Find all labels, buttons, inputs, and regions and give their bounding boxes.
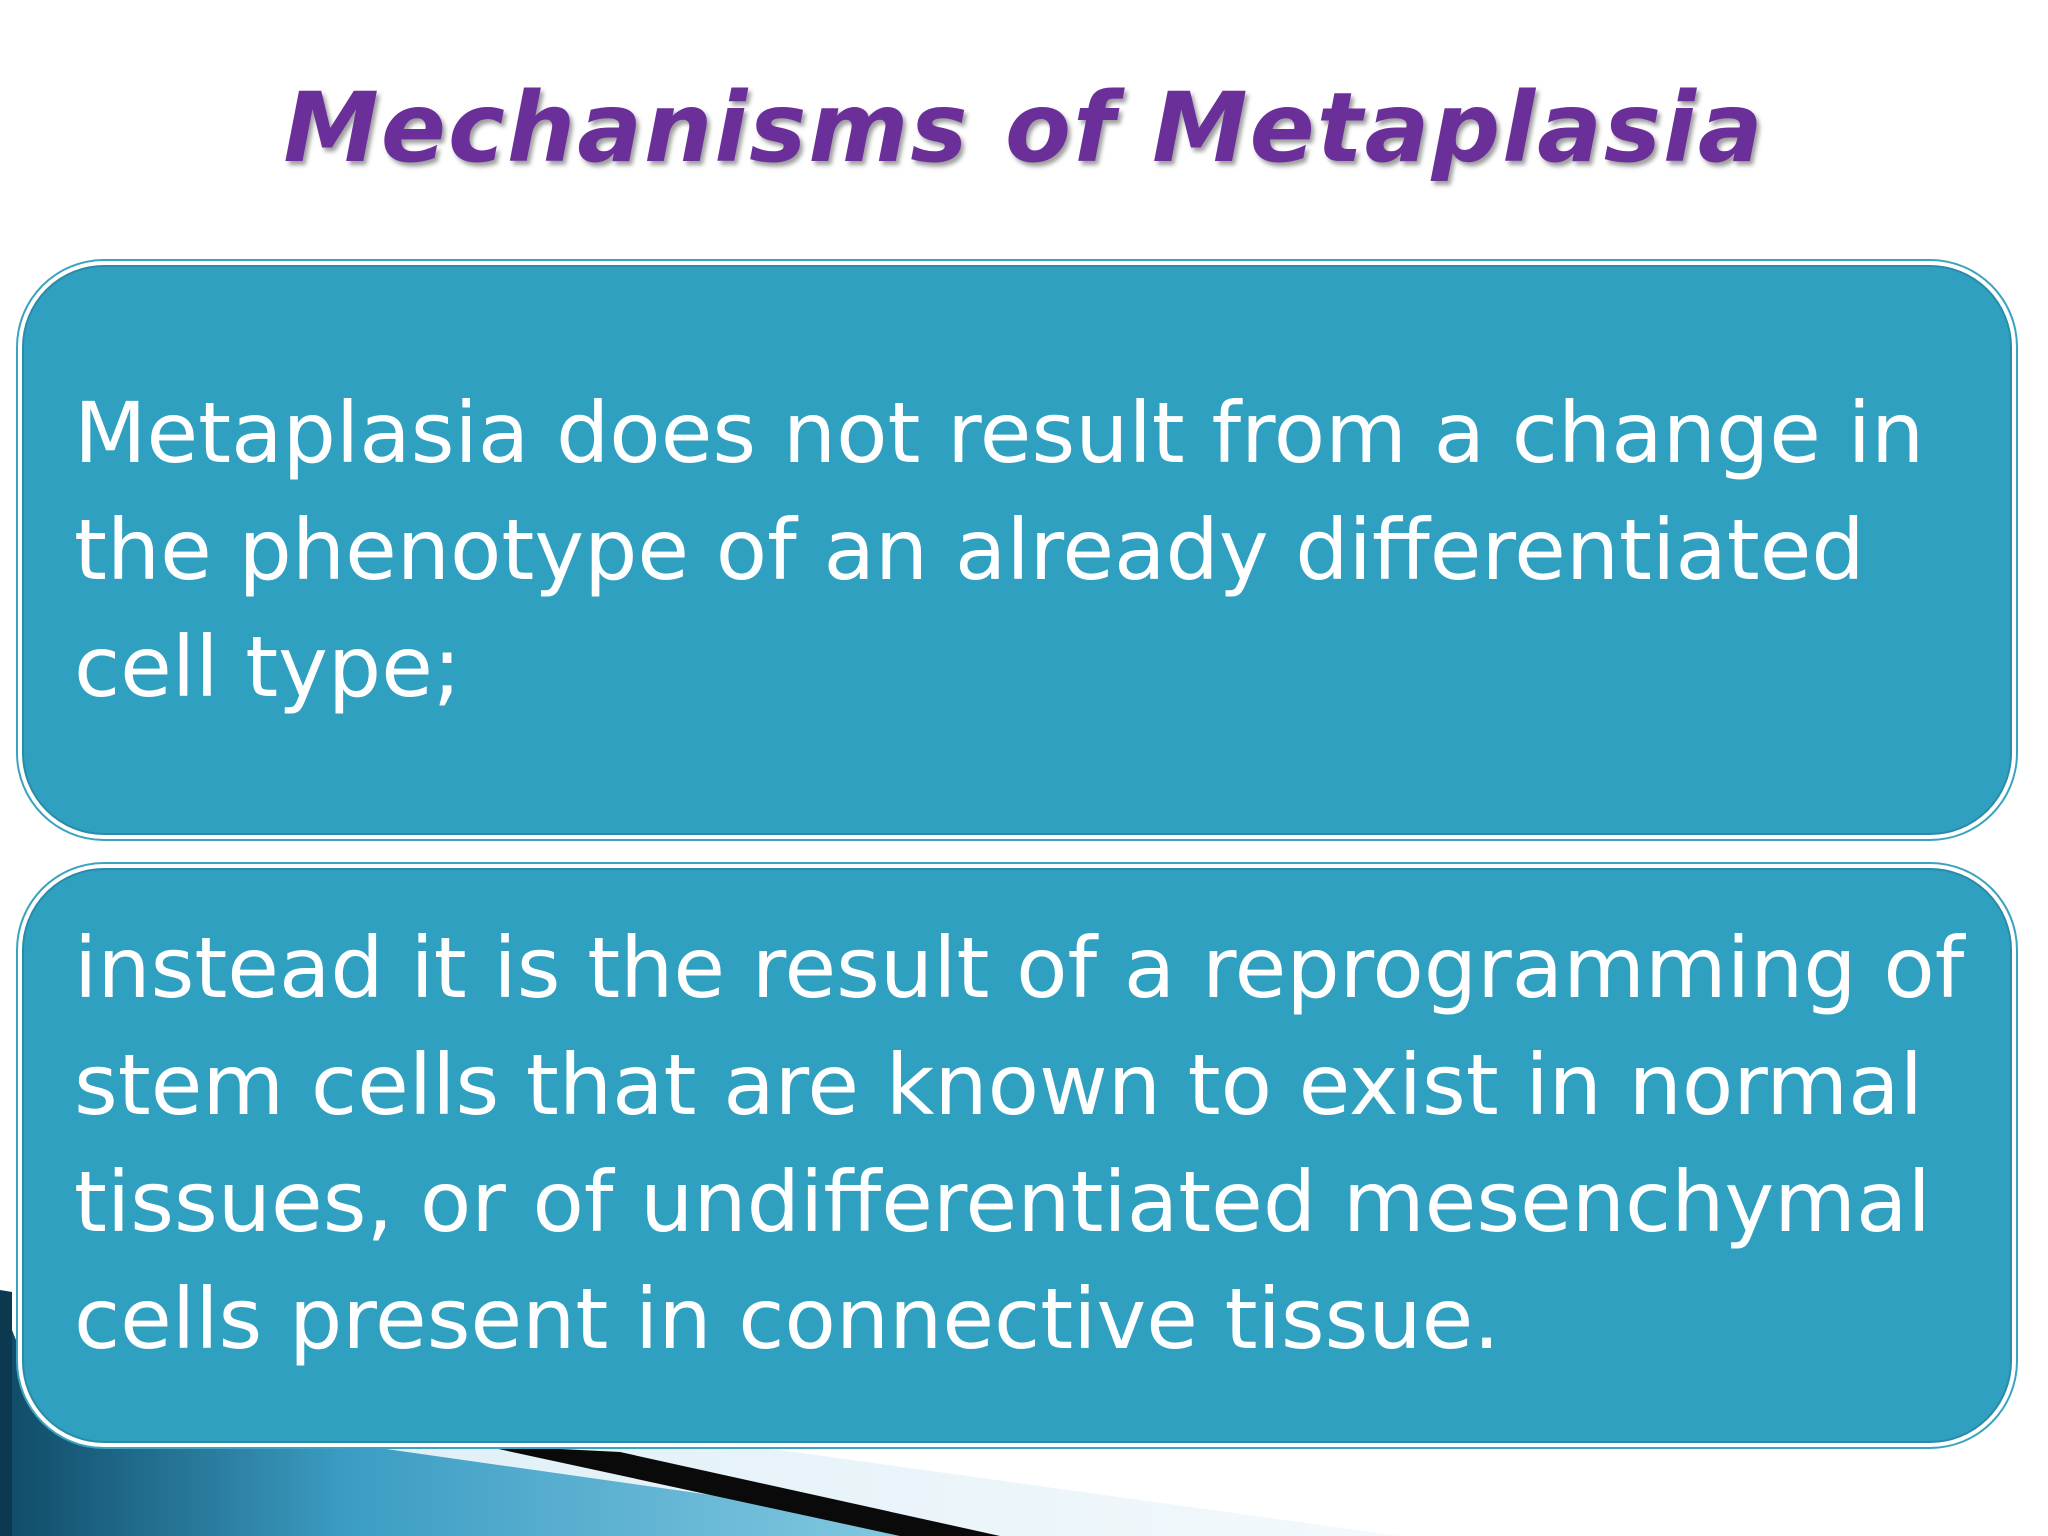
corner-left-edge (0, 1290, 12, 1536)
text-box-1 (22, 265, 2012, 835)
text-box-1-content: Metaplasia does not result from a change in the phenotype of an already differentiated cell type; (74, 384, 1925, 716)
slide-title: Mechanisms of Metaplasia (283, 72, 1765, 184)
text-box-2 (22, 868, 2012, 1443)
text-box-2-content: instead it is the result of a reprogramming of stem cells that are known to exist in normal tissues, or of undifferentiated mesenchymal cells present in connective tissue. (74, 919, 1965, 1368)
